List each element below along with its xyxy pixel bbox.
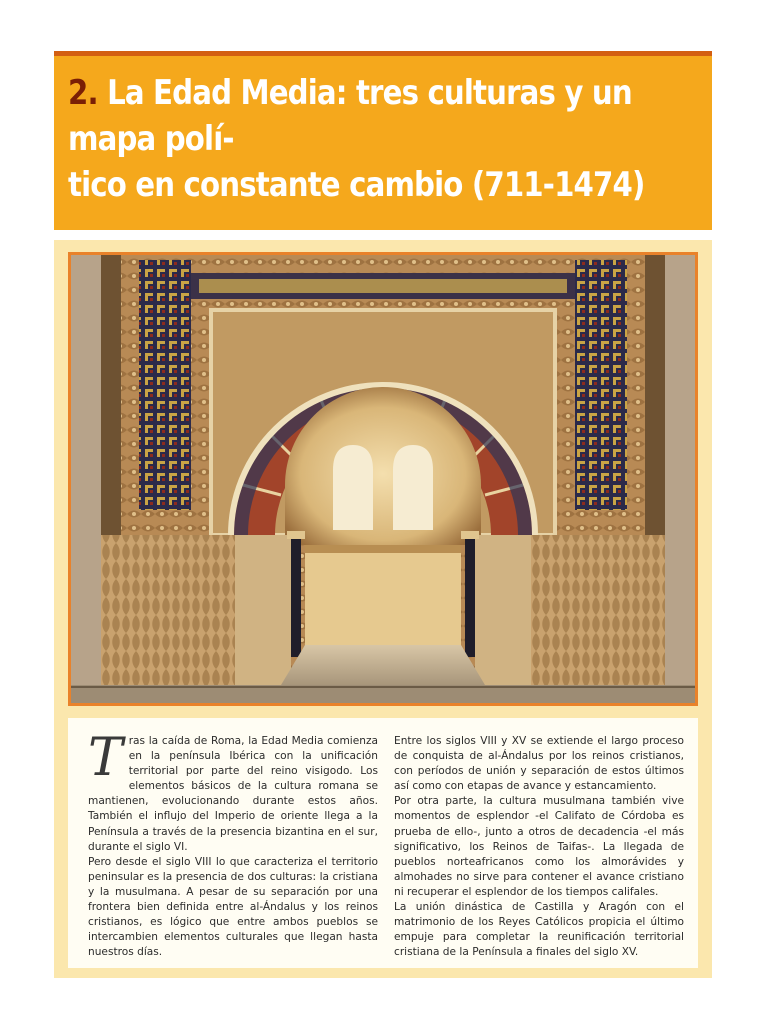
mihrab-arch-photo <box>71 255 695 703</box>
paragraph: Pero desde el siglo VIII lo que caracteriza el territorio peninsular es la presencia de dos culturas: la cristiana y la musulmana. A pesar de su separación por una frontera bien definida entre al-Ándalus y los reinos cristianos, es lógico que entre ambos pueblos se intercambien elementos culturales que llegan hasta nuestros días. <box>88 855 378 959</box>
chapter-number: 2. <box>68 73 98 113</box>
title-line-1: La Edad Media: tres culturas y un mapa polí- <box>68 73 632 159</box>
drop-cap: T <box>88 728 123 788</box>
title-line-2: tico en constante cambio (711-1474) <box>68 165 645 205</box>
paragraph: Entre los siglos VIII y XV se extiende el largo proceso de conquista de al-Ándalus por los reinos cristianos, con períodos de unión y separación de estos últimos así como con etapas de avance y estancamiento. <box>394 735 684 793</box>
page-title <box>68 70 704 208</box>
paragraph: Tras la caída de Roma, la Edad Media comienza en la península Ibérica con la unificación territorial por parte del reino visigodo. Los elementos básicos de la cultura romana se mantienen, evolucionando durante estos años. También el influjo del Imperio de oriente llega a la Península a través de la presencia bizantina en el sur, durante el siglo VI. <box>88 728 378 853</box>
photo-frame <box>68 252 698 706</box>
article-text <box>68 718 698 968</box>
paragraph: La unión dinástica de Castilla y Aragón con el matrimonio de los Reyes Católicos propicia el último empuje para completar la reunificación territorial cristiana de la Península a finales del siglo XV. <box>394 901 684 959</box>
article-column-2 <box>394 734 684 968</box>
paragraph: Por otra parte, la cultura musulmana también vive momentos de esplendor -el Califato de Córdoba es prueba de ello-, junto a otros de decadencia -el más significativo, los Reinos de Taifas-. La llegada de pueblos norteafricanos como los almorávides y almohades no sirve para contener el avance cristiano ni recuperar el esplendor de los tiempos califales. <box>394 795 684 898</box>
article-column-1 <box>88 728 378 968</box>
title-band <box>54 56 712 230</box>
